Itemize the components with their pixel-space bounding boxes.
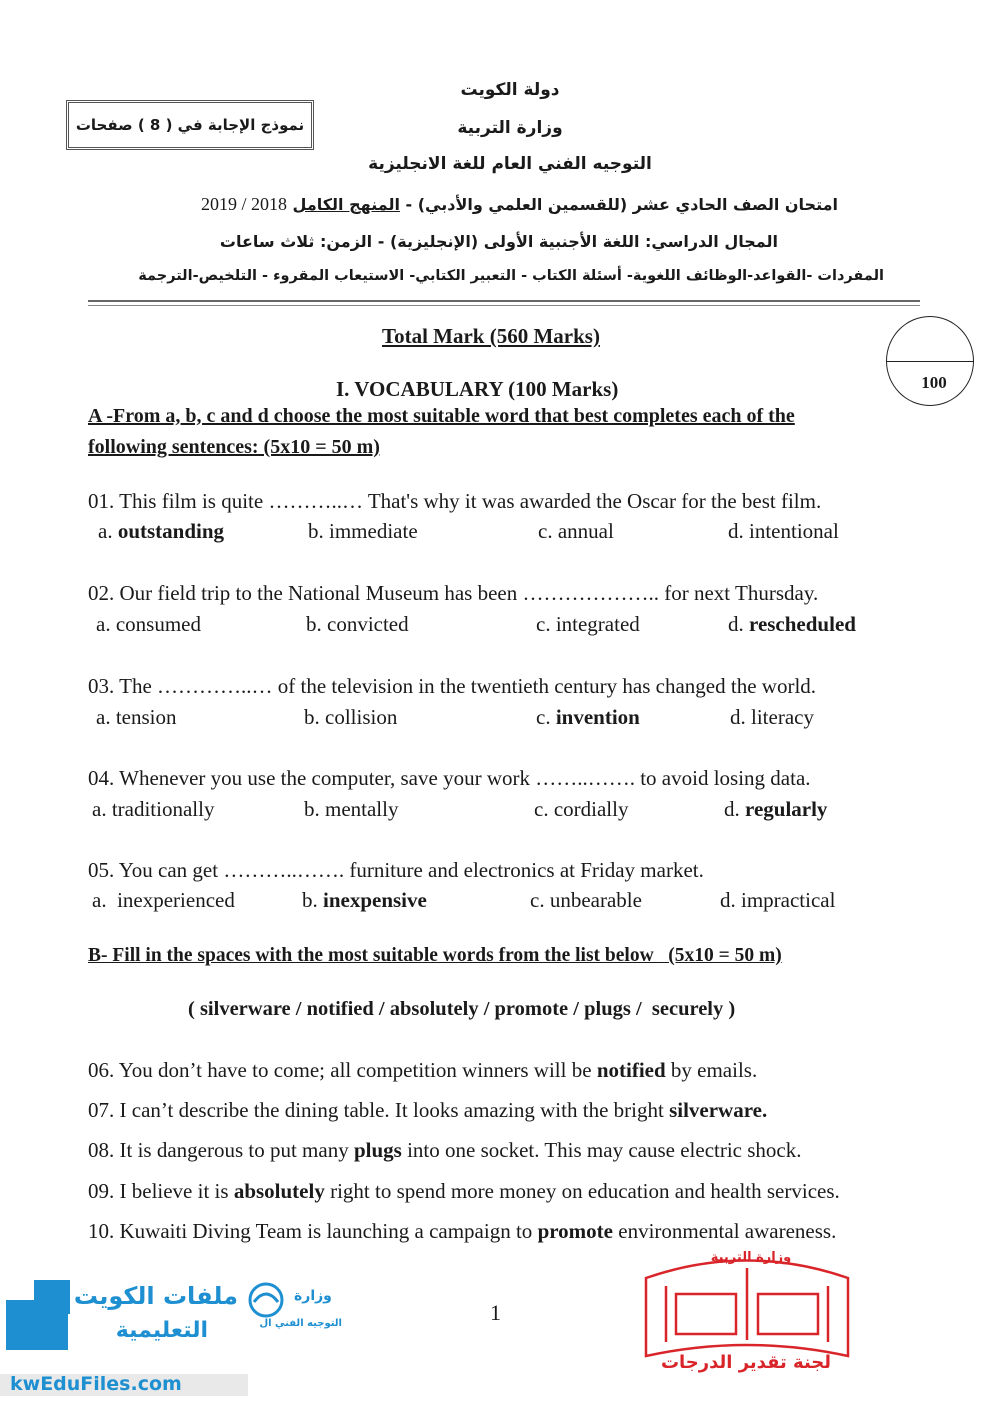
score-circle-divider [886,361,974,362]
option-01-a: a. outstanding [98,519,225,543]
option-01-d: d. intentional [728,519,839,543]
emblem-icon [246,1280,286,1320]
option-01-c: c. annual [538,519,614,543]
part-a-instruction-1: A -From a, b, c and d choose the most suitable word that best completes each of the [88,405,795,427]
option-04-c: c. cordially [534,797,629,821]
stamp-top-text: وزارة التربية [710,1250,792,1265]
option-04-b: b. mentally [304,797,399,821]
option-05-d: d. impractical [720,888,836,912]
kwedufiles-logo [0,1278,248,1398]
option-02-d: d. rescheduled [728,612,856,636]
directorate-name: التوجيه الفني العام للغة الانجليزية [368,154,652,174]
ministry-name: وزارة التربية [457,118,563,138]
state-name: دولة الكويت [460,80,560,100]
option-05-a: a. inexperienced [92,888,235,912]
vocabulary-title [336,377,618,402]
part-b-instruction: B- Fill in the spaces with the most suitable words from the list below (5x10 = 50 m) [88,945,782,966]
grading-committee-stamp [636,1238,858,1380]
option-02-c: c. integrated [536,612,640,636]
option-05-b: b. inexpensive [302,888,427,912]
sentence-06: 06. You don’t have to come; all competition winners will be notified by emails. [88,1058,758,1082]
option-04-d: d. regularly [724,797,828,821]
page-number: 1 [490,1300,501,1325]
option-04-a: a. traditionally [92,797,215,821]
question-01: 01. This film is quite ………..… That's why it was awarded the Oscar for the best film. [88,489,822,513]
field-line: المجال الدراسي: اللغة الأجنبية الأولى (الإنجليزية) - الزمن: ثلاث ساعات [219,232,778,251]
header-divider-2 [88,305,920,306]
sentence-07: 07. I can’t describe the dining table. It looks amazing with the bright silverware. [88,1098,768,1122]
option-05-c: c. unbearable [530,888,642,912]
sentence-10: 10. Kuwaiti Diving Team is launching a campaign to promote environmental awareness. [88,1219,837,1243]
section-score: 100 [921,373,947,392]
option-03-c: c. invention [536,705,640,729]
sentence-09: 09. I believe it is absolutely right to spend more money on education and health services. [88,1179,840,1203]
question-05: 05. You can get ………..……. furniture and electronics at Friday market. [88,858,704,882]
stamp-bottom-text: لجنة تقدير الدرجات [660,1352,832,1373]
exam-curriculum: المنهج الكامل [292,195,400,214]
word-list: ( silverware / notified / absolutely / promote / plugs / securely ) [188,998,736,1020]
ministry-small-label: وزارة [294,1288,332,1304]
vocabulary-title-text: I. VOCABULARY (100 Marks) [336,377,619,401]
answer-pages-label: نموذج الإجابة في ( 8 ) صفحات [75,116,305,134]
question-02: 02. Our field trip to the National Museum has been ……………….. for next Thursday. [88,581,819,605]
logo-site: kwEduFiles.com [10,1373,182,1395]
exam-year: 2019 / 2018 [200,194,287,214]
part-a-instruction-2: following sentences: (5x10 = 50 m) [88,436,380,458]
sentence-08: 08. It is dangerous to put many plugs into one socket. This may cause electric shock. [88,1138,802,1162]
sections-line: المفردات -القواعد-الوظائف اللغوية- أسئلة الكتاب - التعبير الكتابي- الاستيعاب المقروء - التلخيص-الترجمة [138,268,884,284]
question-03: 03. The …………..… of the television in the twentieth century has changed the world. [88,674,817,698]
option-02-a: a. consumed [96,612,201,636]
option-02-b: b. convicted [306,612,409,636]
question-04: 04. Whenever you use the computer, save your work ……..……. to avoid losing data. [88,766,811,790]
guidance-small-label: التوجيه الفني ال [259,1318,342,1329]
logo-text-1: ملفات الكويت [73,1282,238,1310]
header-divider [88,300,920,302]
total-mark: Total Mark (560 Marks) [382,324,600,348]
answer-pages-box [66,100,314,150]
logo-text-2: التعليمية [115,1318,208,1343]
option-03-b: b. collision [304,705,398,729]
exam-title: امتحان الصف الحادي عشر (للقسمين العلمي والأدبي) - [405,195,838,214]
option-03-d: d. literacy [730,705,814,729]
exam-line [170,194,838,215]
ministry-logo [246,1280,346,1340]
option-03-a: a. tension [96,705,177,729]
option-01-b: b. immediate [308,519,418,543]
